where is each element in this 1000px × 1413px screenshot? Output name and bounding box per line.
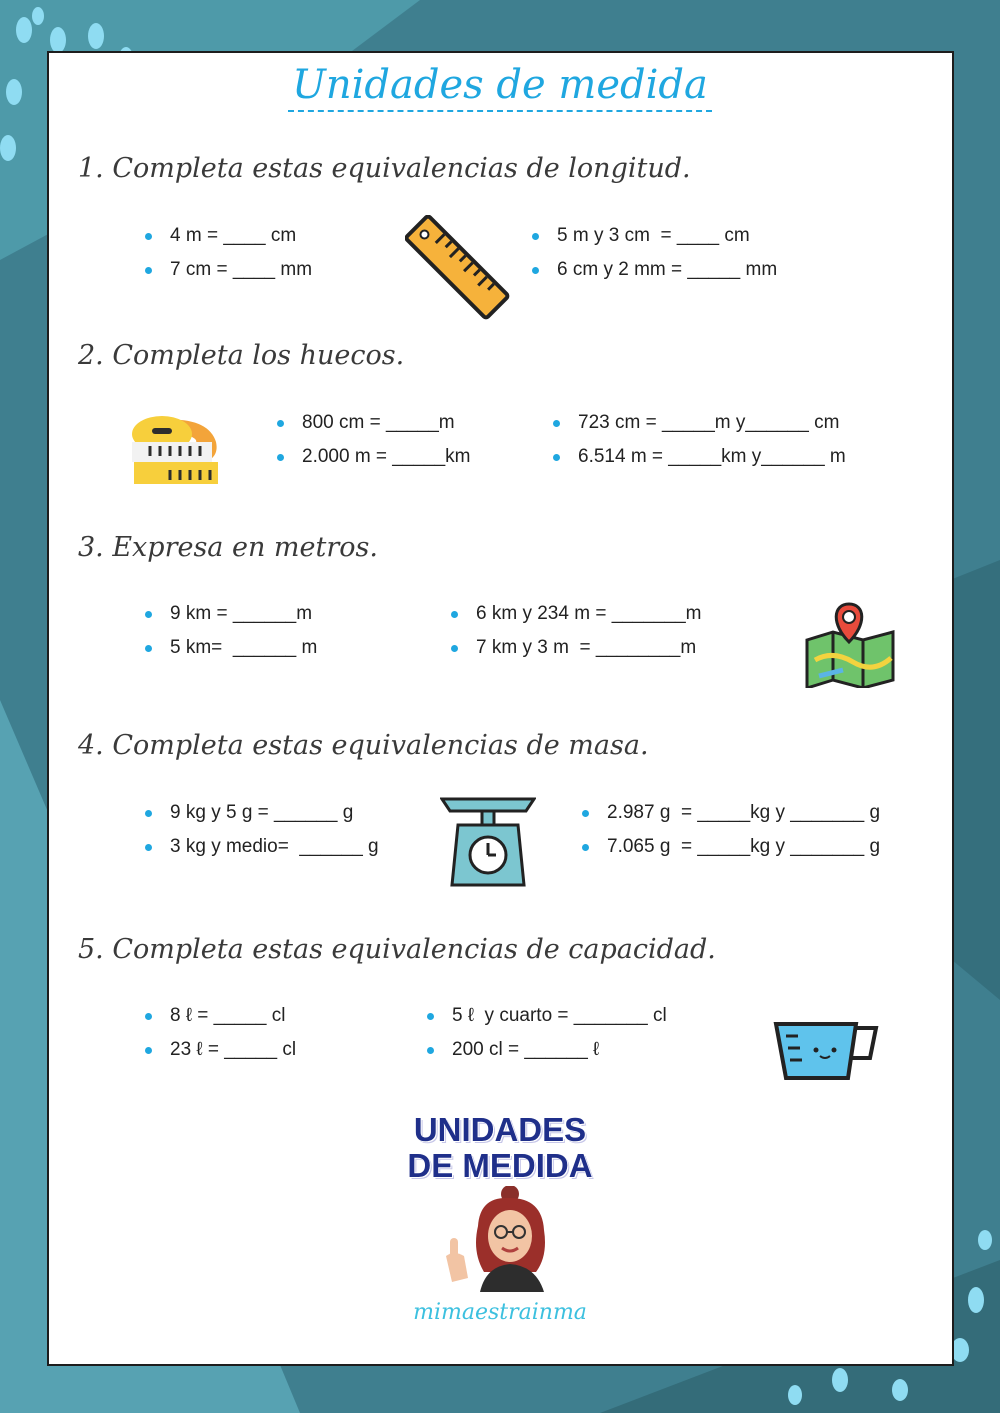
- list-item: 7 km y 3 m = ________m: [449, 631, 702, 665]
- list-item: 5 km= ______ m: [143, 631, 317, 665]
- section-4-left-list: [143, 796, 379, 864]
- list-item: 9 kg y 5 g = ______ g: [143, 796, 379, 830]
- list-item: 7.065 g = _____kg y _______ g: [580, 830, 880, 864]
- section-2-heading: 2. Completa los huecos.: [78, 340, 405, 371]
- list-item: 23 ℓ = _____ cl: [143, 1033, 296, 1067]
- list-item: 800 cm = _____m: [275, 406, 470, 440]
- section-1-left-list: [143, 219, 312, 287]
- list-item: 8 ℓ = _____ cl: [143, 999, 296, 1033]
- section-5-heading: 5. Completa estas equivalencias de capacidad.: [78, 934, 716, 965]
- section-5-left-list: [143, 999, 296, 1067]
- author-signature: mimaestrainma: [413, 1300, 587, 1325]
- list-item: 2.987 g = _____kg y _______ g: [580, 796, 880, 830]
- list-item: 200 cl = ______ ℓ: [425, 1033, 667, 1067]
- list-item: 6.514 m = _____km y______ m: [551, 440, 846, 474]
- list-item: 2.000 m = _____km: [275, 440, 470, 474]
- section-3-heading: 3. Expresa en metros.: [78, 532, 378, 563]
- list-item: 723 cm = _____m y______ cm: [551, 406, 846, 440]
- section-4-heading: 4. Completa estas equivalencias de masa.: [78, 730, 649, 761]
- map-pin-icon: [803, 600, 897, 688]
- list-item: 6 cm y 2 mm = _____ mm: [530, 253, 777, 287]
- section-2-right-list: [551, 406, 846, 474]
- section-4-right-list: [580, 796, 880, 864]
- section-5-right-list: [425, 999, 667, 1067]
- logo-line-1: UNIDADES: [413, 1111, 587, 1148]
- list-item: 3 kg y medio= ______ g: [143, 830, 379, 864]
- ruler-icon: [405, 215, 510, 320]
- measuring-cup-icon: [772, 1018, 880, 1084]
- logo-line-2: DE MEDIDA: [407, 1147, 593, 1184]
- list-item: 5 m y 3 cm = ____ cm: [530, 219, 777, 253]
- logo-title: [380, 1112, 620, 1184]
- list-item: 5 ℓ y cuarto = _______ cl: [425, 999, 667, 1033]
- kitchen-scale-icon: [440, 795, 536, 891]
- section-3-right-list: [449, 597, 702, 665]
- page-title: Unidades de medida: [0, 62, 1000, 108]
- section-3-left-list: [143, 597, 317, 665]
- list-item: 4 m = ____ cm: [143, 219, 312, 253]
- section-1-heading: 1. Completa estas equivalencias de longitud.: [78, 153, 691, 184]
- section-2-left-list: [275, 406, 470, 474]
- list-item: 7 cm = ____ mm: [143, 253, 312, 287]
- list-item: 6 km y 234 m = _______m: [449, 597, 702, 631]
- section-1-right-list: [530, 219, 777, 287]
- measuring-tape-icon: [128, 412, 222, 490]
- teacher-avatar-icon: [440, 1186, 560, 1292]
- list-item: 9 km = ______m: [143, 597, 317, 631]
